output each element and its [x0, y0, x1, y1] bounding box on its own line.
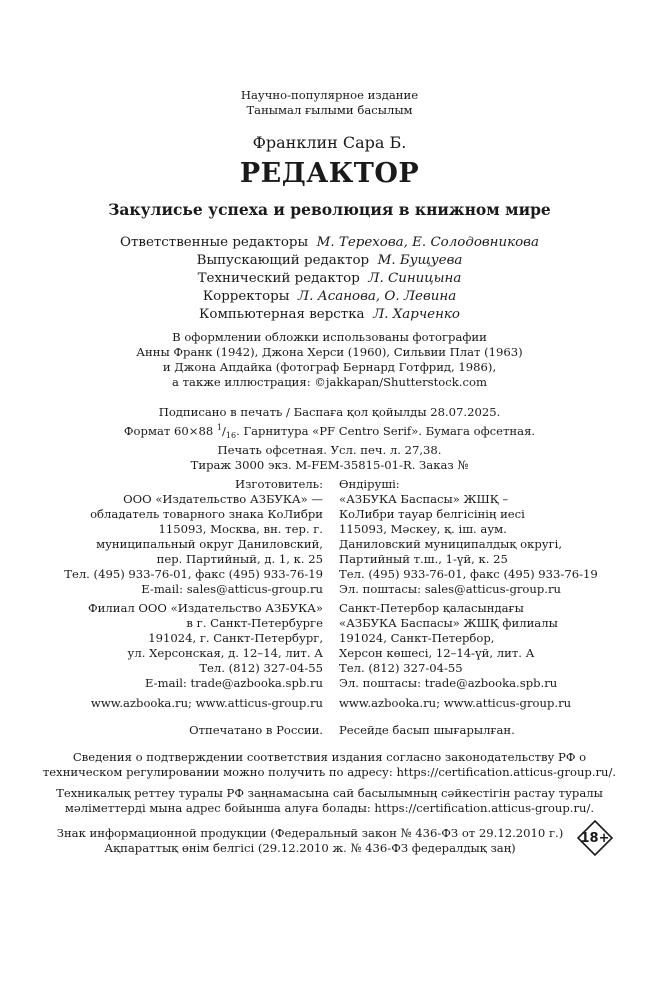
credit-line: Ответственные редакторы М. Терехова, Е. Солодовникова	[120, 235, 539, 250]
certification-kz: Техникалық реттеу туралы РФ заңнамасына сай басылымның сәйкестігін растау туралы мәліметтерді мына адрес бойынша алуға болады: https://certification.atticus-group.ru/.	[56, 786, 603, 815]
certification-ru: Сведения о подтверждении соответствия издания согласно законодательству РФ о техническом регулировании можно получить по адресу: https://certification.atticus-group.ru/.	[42, 750, 617, 779]
cover-note: В оформлении обложки использованы фотографии Анны Франк (1942), Джона Херси (1960), Сильвии Плат (1963) и Джона Апдайка (фотограф Бернард Готфрид, 1986), а также иллюстрация: ©jakkapan/Shutterstock.com	[136, 330, 523, 389]
branch-ru: Филиал ООО «Издательство АЗБУКА» в г. Санкт-Петербурге 191024, г. Санкт-Петербург, ул. Херсонская, д. 12–14, лит. А Тел. (812) 327-04-55 E-mail: trade@azbooka.spb.ru	[88, 601, 323, 690]
author: Франклин Сара Б.	[252, 133, 407, 152]
websites	[0, 696, 659, 711]
manufacturer-block	[0, 477, 659, 597]
website-link[interactable]: www.azbooka.ru; www.atticus-group.ru	[339, 696, 572, 710]
signed-line: Подписано в печать / Баспаға қол қойылды 28.07.2025.	[158, 405, 501, 419]
credit-line: Компьютерная верстка Л. Харченко	[199, 307, 460, 322]
branch-kz: Санкт-Петербор қаласындағы «АЗБУКА Баспасы» ЖШҚ филиалы 191024, Санкт-Петербор, Херсон көшесі, 12–14-үй, лит. А Тел. (812) 327-04-55 Эл. поштасы: trade@azbooka.spb.ru	[339, 601, 558, 690]
manufacturer-ru: Изготовитель: ООО «Издательство АЗБУКА» — обладатель товарного знака КоЛибри 115093, Москва, вн. тер. г. муниципальный округ Даниловский, пер. Партийный, д. 1, к. 25 Тел. (495) 933-76-01, факс (495) 933-76-19 E-mail: sales@atticus-group.ru	[64, 477, 323, 596]
edition-kz: Танымал ғылыми басылым	[246, 103, 413, 117]
format-line: Формат 60×88 $^1/_{16}$. Гарнитура «PF Centro Serif». Бумага офсетная.	[123, 423, 536, 441]
book-title: РЕДАКТОР	[239, 158, 420, 189]
credit-line: Технический редактор Л. Синицына	[197, 271, 462, 286]
credit-line: Выпускающий редактор М. Бущуева	[196, 253, 463, 268]
credits	[0, 234, 659, 324]
edition-type	[0, 88, 659, 118]
edition-ru: Научно-популярное издание	[240, 88, 419, 102]
printed-in: Отпечатано в России. Ресейде басып шығарылған.	[189, 723, 515, 737]
credit-line: Корректоры Л. Асанова, О. Левина	[202, 289, 457, 304]
print-info	[0, 405, 659, 473]
age-rating: 18+	[580, 830, 610, 846]
info-sign: Знак информационной продукции (Федеральный закон № 436-ФЗ от 29.12.2010 г.) Ақпараттық өнім белгісі (29.12.2010 ж. № 436-ФЗ федералдық заң)	[56, 826, 564, 855]
website-link[interactable]: www.azbooka.ru; www.atticus-group.ru	[90, 696, 323, 710]
book-subtitle: Закулисье успеха и революция в книжном мире	[108, 200, 551, 219]
branch-block	[0, 601, 659, 691]
manufacturer-kz: Өндіруші: «АЗБУКА Баспасы» ЖШҚ – КоЛибри тауар белгісінің иесі 115093, Мәскеу, қ. іш. аум. Даниловский муниципалдық округі, Партийный т.ш., 1-үй, к. 25 Тел. (495) 933-76-01, факс (495) 933-76-19 Эл. поштасы: sales@atticus-group.ru	[339, 477, 598, 596]
run-line: Тираж 3000 экз. M-FEM-35815-01-R. Заказ №	[190, 458, 469, 473]
print-type-line: Печать офсетная. Усл. печ. л. 27,38.	[217, 443, 442, 458]
